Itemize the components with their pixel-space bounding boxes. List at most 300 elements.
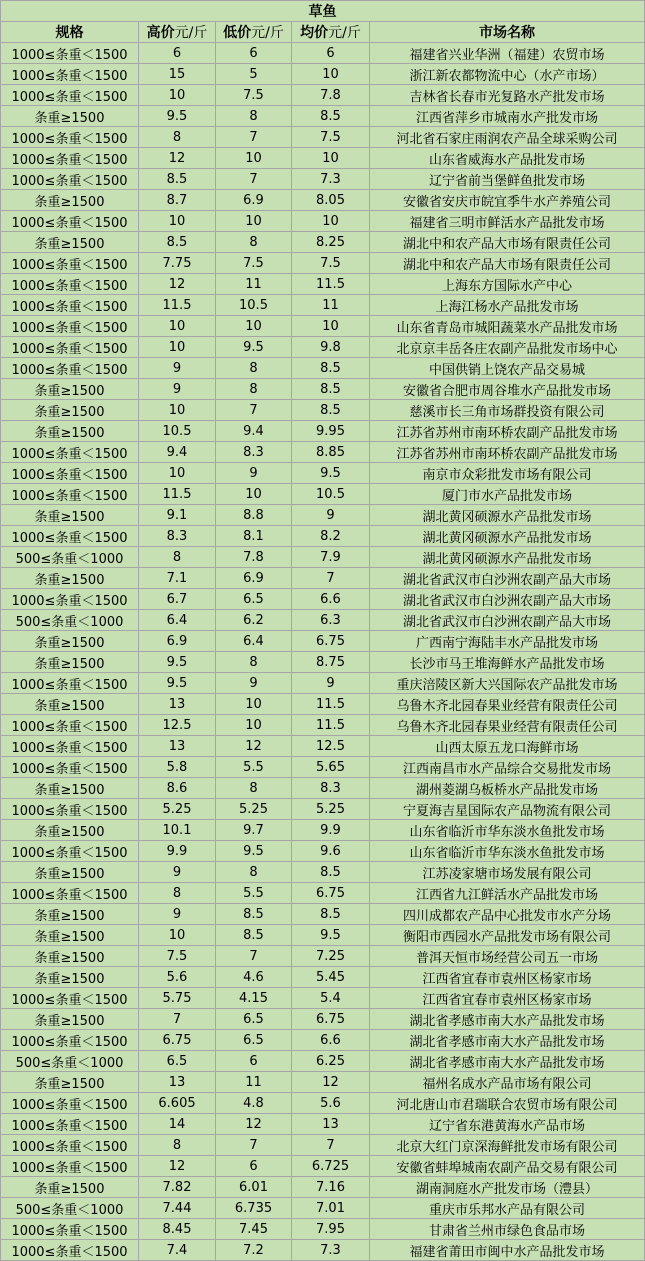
avg-price-cell: 10 <box>292 148 370 169</box>
header-high-price: 高价元/斤 <box>139 22 216 43</box>
high-price-cell: 9.1 <box>139 505 216 526</box>
avg-price-cell: 5.65 <box>292 757 370 778</box>
avg-price-cell: 5.6 <box>292 1093 370 1114</box>
avg-price-cell: 10 <box>292 316 370 337</box>
market-name-cell: 乌鲁木齐北园春果业经营有限责任公司 <box>370 694 645 715</box>
avg-price-cell: 6.3 <box>292 610 370 631</box>
high-price-cell: 8.7 <box>139 190 216 211</box>
avg-price-cell: 8.5 <box>292 400 370 421</box>
high-price-cell: 10 <box>139 316 216 337</box>
avg-price-cell: 8.75 <box>292 652 370 673</box>
market-name-cell: 湖州菱湖乌板桥水产品批发市场 <box>370 778 645 799</box>
high-price-cell: 7.75 <box>139 253 216 274</box>
table-row <box>1 988 645 1009</box>
low-price-cell: 7 <box>216 946 292 967</box>
table-row <box>1 232 645 253</box>
market-name-cell: 山东省临沂市华东淡水鱼批发市场 <box>370 820 645 841</box>
spec-cell: 1000≤条重＜1500 <box>1 1135 139 1156</box>
low-price-cell: 5 <box>216 64 292 85</box>
table-row <box>1 421 645 442</box>
low-price-cell: 8 <box>216 358 292 379</box>
table-row <box>1 652 645 673</box>
spec-cell: 条重≥1500 <box>1 652 139 673</box>
low-price-cell: 8 <box>216 652 292 673</box>
spec-cell: 1000≤条重＜1500 <box>1 988 139 1009</box>
table-row <box>1 295 645 316</box>
low-price-cell: 7.45 <box>216 1219 292 1240</box>
low-price-cell: 6.2 <box>216 610 292 631</box>
avg-price-cell: 9.5 <box>292 463 370 484</box>
table-row <box>1 841 645 862</box>
low-price-cell: 6.9 <box>216 190 292 211</box>
high-price-cell: 9.4 <box>139 442 216 463</box>
spec-cell: 1000≤条重＜1500 <box>1 358 139 379</box>
high-price-cell: 7.44 <box>139 1198 216 1219</box>
market-name-cell: 慈溪市长三角市场群投资有限公司 <box>370 400 645 421</box>
spec-cell: 1000≤条重＜1500 <box>1 757 139 778</box>
high-price-cell: 9 <box>139 379 216 400</box>
avg-price-cell: 8.5 <box>292 106 370 127</box>
spec-cell: 1000≤条重＜1500 <box>1 1219 139 1240</box>
table-row <box>1 505 645 526</box>
spec-cell: 500≤条重＜1000 <box>1 1198 139 1219</box>
avg-price-cell: 7.25 <box>292 946 370 967</box>
spec-cell: 1000≤条重＜1500 <box>1 442 139 463</box>
spec-cell: 1000≤条重＜1500 <box>1 169 139 190</box>
market-name-cell: 浙江新农都物流中心（水产市场） <box>370 64 645 85</box>
high-price-cell: 8 <box>139 127 216 148</box>
spec-cell: 1000≤条重＜1500 <box>1 841 139 862</box>
market-name-cell: 福建省兴业华洲（福建）农贸市场 <box>370 43 645 64</box>
avg-price-cell: 8.25 <box>292 232 370 253</box>
spec-cell: 条重≥1500 <box>1 106 139 127</box>
high-price-cell: 8.5 <box>139 232 216 253</box>
market-name-cell: 福州名成水产品市场有限公司 <box>370 1072 645 1093</box>
market-name-cell: 江西省九江鲜活水产品批发市场 <box>370 883 645 904</box>
table-row <box>1 778 645 799</box>
header-low-price: 低价元/斤 <box>216 22 292 43</box>
table-row <box>1 1030 645 1051</box>
low-price-cell: 10 <box>216 316 292 337</box>
spec-cell: 条重≥1500 <box>1 379 139 400</box>
spec-cell: 1000≤条重＜1500 <box>1 1114 139 1135</box>
spec-cell: 条重≥1500 <box>1 1072 139 1093</box>
header-market-name: 市场名称 <box>370 22 645 43</box>
market-name-cell: 湖北中和农产品大市场有限责任公司 <box>370 253 645 274</box>
table-body <box>1 43 645 1261</box>
table-row <box>1 1219 645 1240</box>
high-price-cell: 5.75 <box>139 988 216 1009</box>
low-price-cell: 8.8 <box>216 505 292 526</box>
spec-cell: 1000≤条重＜1500 <box>1 1093 139 1114</box>
high-price-cell: 6 <box>139 43 216 64</box>
avg-price-cell: 7.16 <box>292 1177 370 1198</box>
low-price-cell: 11 <box>216 274 292 295</box>
spec-cell: 1000≤条重＜1500 <box>1 736 139 757</box>
low-price-cell: 7.5 <box>216 85 292 106</box>
market-name-cell: 四川成都农产品中心批发市水产分场 <box>370 904 645 925</box>
low-price-cell: 6.5 <box>216 589 292 610</box>
market-name-cell: 安徽省安庆市皖宜季牛水产养殖公司 <box>370 190 645 211</box>
spec-cell: 1000≤条重＜1500 <box>1 526 139 547</box>
high-price-cell: 10 <box>139 400 216 421</box>
low-price-cell: 10 <box>216 484 292 505</box>
low-price-cell: 7 <box>216 127 292 148</box>
avg-price-cell: 11.5 <box>292 715 370 736</box>
spec-cell: 1000≤条重＜1500 <box>1 673 139 694</box>
high-price-cell: 9.5 <box>139 652 216 673</box>
table-row <box>1 253 645 274</box>
low-price-cell: 6.4 <box>216 631 292 652</box>
avg-price-cell: 9.6 <box>292 841 370 862</box>
low-price-cell: 6.9 <box>216 568 292 589</box>
spec-cell: 条重≥1500 <box>1 946 139 967</box>
avg-price-cell: 7.3 <box>292 1240 370 1261</box>
high-price-cell: 9.9 <box>139 841 216 862</box>
spec-cell: 1000≤条重＜1500 <box>1 1030 139 1051</box>
table-row <box>1 946 645 967</box>
high-price-cell: 5.8 <box>139 757 216 778</box>
market-name-cell: 厦门市水产品批发市场 <box>370 484 645 505</box>
low-price-cell: 12 <box>216 736 292 757</box>
avg-price-cell: 7.5 <box>292 253 370 274</box>
table-row <box>1 1156 645 1177</box>
high-price-cell: 14 <box>139 1114 216 1135</box>
table-row <box>1 337 645 358</box>
spec-cell: 1000≤条重＜1500 <box>1 1156 139 1177</box>
high-price-cell: 6.7 <box>139 589 216 610</box>
high-price-cell: 10.1 <box>139 820 216 841</box>
avg-price-cell: 6.75 <box>292 1009 370 1030</box>
market-name-cell: 湖北省武汉市白沙洲农副产品大市场 <box>370 610 645 631</box>
table-row <box>1 274 645 295</box>
low-price-cell: 8 <box>216 862 292 883</box>
market-name-cell: 福建省莆田市闽中水产品批发市场 <box>370 1240 645 1261</box>
spec-cell: 1000≤条重＜1500 <box>1 127 139 148</box>
high-price-cell: 9 <box>139 904 216 925</box>
avg-price-cell: 6.75 <box>292 883 370 904</box>
avg-price-cell: 9.95 <box>292 421 370 442</box>
low-price-cell: 9.5 <box>216 337 292 358</box>
high-price-cell: 7.5 <box>139 946 216 967</box>
table-row <box>1 106 645 127</box>
low-price-cell: 7.8 <box>216 547 292 568</box>
avg-price-cell: 10 <box>292 211 370 232</box>
avg-price-cell: 12 <box>292 1072 370 1093</box>
market-name-cell: 辽宁省东港黄海水产品市场 <box>370 1114 645 1135</box>
high-price-cell: 6.75 <box>139 1030 216 1051</box>
table-row <box>1 148 645 169</box>
avg-price-cell: 8.5 <box>292 904 370 925</box>
low-price-cell: 10 <box>216 148 292 169</box>
table-row <box>1 127 645 148</box>
avg-price-cell: 12.5 <box>292 736 370 757</box>
table-row <box>1 568 645 589</box>
high-price-cell: 8.6 <box>139 778 216 799</box>
low-price-cell: 8.3 <box>216 442 292 463</box>
high-price-cell: 6.5 <box>139 1051 216 1072</box>
high-price-cell: 10 <box>139 337 216 358</box>
table-row <box>1 925 645 946</box>
high-price-cell: 13 <box>139 1072 216 1093</box>
high-price-cell: 6.9 <box>139 631 216 652</box>
market-name-cell: 辽宁省前当堡鲜鱼批发市场 <box>370 169 645 190</box>
avg-price-cell: 6.25 <box>292 1051 370 1072</box>
low-price-cell: 6.735 <box>216 1198 292 1219</box>
market-name-cell: 湖北省孝感市南大水产品批发市场 <box>370 1051 645 1072</box>
low-price-cell: 9 <box>216 673 292 694</box>
low-price-cell: 8 <box>216 379 292 400</box>
market-name-cell: 安徽省蚌埠城南农副产品交易有限公司 <box>370 1156 645 1177</box>
table-row <box>1 400 645 421</box>
high-price-cell: 5.6 <box>139 967 216 988</box>
low-price-cell: 4.8 <box>216 1093 292 1114</box>
table-row <box>1 883 645 904</box>
low-price-cell: 11 <box>216 1072 292 1093</box>
market-name-cell: 河北省石家庄雨润农产品全球采购公司 <box>370 127 645 148</box>
spec-cell: 1000≤条重＜1500 <box>1 589 139 610</box>
market-name-cell: 江西省宜春市袁州区杨家市场 <box>370 967 645 988</box>
spec-cell: 500≤条重＜1000 <box>1 610 139 631</box>
table-row <box>1 1240 645 1261</box>
market-name-cell: 重庆市乐邦水产品有限公司 <box>370 1198 645 1219</box>
high-price-cell: 6.4 <box>139 610 216 631</box>
high-price-cell: 9 <box>139 358 216 379</box>
market-name-cell: 普洱天恒市场经营公司五一市场 <box>370 946 645 967</box>
spec-cell: 条重≥1500 <box>1 904 139 925</box>
low-price-cell: 12 <box>216 1114 292 1135</box>
high-price-cell: 8 <box>139 1135 216 1156</box>
low-price-cell: 6 <box>216 43 292 64</box>
market-name-cell: 江西南昌市水产品综合交易批发市场 <box>370 757 645 778</box>
table-row <box>1 757 645 778</box>
table-row <box>1 442 645 463</box>
spec-cell: 1000≤条重＜1500 <box>1 274 139 295</box>
low-price-cell: 6 <box>216 1051 292 1072</box>
market-name-cell: 山东省威海水产品批发市场 <box>370 148 645 169</box>
table-row <box>1 904 645 925</box>
market-name-cell: 南京市众彩批发市场有限公司 <box>370 463 645 484</box>
spec-cell: 1000≤条重＜1500 <box>1 43 139 64</box>
spec-cell: 1000≤条重＜1500 <box>1 1240 139 1261</box>
market-name-cell: 甘肃省兰州市绿色食品市场 <box>370 1219 645 1240</box>
avg-price-cell: 8.5 <box>292 379 370 400</box>
table-row <box>1 1114 645 1135</box>
table-row <box>1 463 645 484</box>
table-row <box>1 715 645 736</box>
low-price-cell: 7 <box>216 1135 292 1156</box>
table-row <box>1 169 645 190</box>
table-row <box>1 547 645 568</box>
high-price-cell: 8.45 <box>139 1219 216 1240</box>
high-price-cell: 8 <box>139 547 216 568</box>
avg-price-cell: 6.6 <box>292 589 370 610</box>
low-price-cell: 8 <box>216 106 292 127</box>
spec-cell: 条重≥1500 <box>1 694 139 715</box>
table-row <box>1 379 645 400</box>
table-row <box>1 526 645 547</box>
avg-price-cell: 7 <box>292 1135 370 1156</box>
high-price-cell: 8.5 <box>139 169 216 190</box>
table-row <box>1 610 645 631</box>
low-price-cell: 9.5 <box>216 841 292 862</box>
spec-cell: 条重≥1500 <box>1 568 139 589</box>
spec-cell: 1000≤条重＜1500 <box>1 211 139 232</box>
high-price-cell: 11.5 <box>139 484 216 505</box>
market-name-cell: 福建省三明市鲜活水产品批发市场 <box>370 211 645 232</box>
spec-cell: 1000≤条重＜1500 <box>1 715 139 736</box>
market-name-cell: 中国供销上饶农产品交易城 <box>370 358 645 379</box>
avg-price-cell: 9.8 <box>292 337 370 358</box>
low-price-cell: 8.5 <box>216 925 292 946</box>
spec-cell: 条重≥1500 <box>1 1177 139 1198</box>
table-title: 草鱼 <box>1 1 645 22</box>
low-price-cell: 8.1 <box>216 526 292 547</box>
table-row <box>1 631 645 652</box>
spec-cell: 1000≤条重＜1500 <box>1 253 139 274</box>
high-price-cell: 12 <box>139 148 216 169</box>
spec-cell: 条重≥1500 <box>1 232 139 253</box>
table-row <box>1 694 645 715</box>
table-row <box>1 1051 645 1072</box>
low-price-cell: 6 <box>216 1156 292 1177</box>
market-name-cell: 湖北黄冈硕源水产品批发市场 <box>370 505 645 526</box>
market-name-cell: 江苏凌家塘市场发展有限公司 <box>370 862 645 883</box>
market-name-cell: 河北唐山市君瑞联合农贸市场有限公司 <box>370 1093 645 1114</box>
header-row <box>1 22 645 43</box>
avg-price-cell: 5.4 <box>292 988 370 1009</box>
low-price-cell: 6.01 <box>216 1177 292 1198</box>
spec-cell: 条重≥1500 <box>1 820 139 841</box>
market-name-cell: 北京大红门京深海鲜批发市场有限公司 <box>370 1135 645 1156</box>
spec-cell: 条重≥1500 <box>1 862 139 883</box>
market-name-cell: 安徽省合肥市周谷堆水产品批发市场 <box>370 379 645 400</box>
market-name-cell: 山东省临沂市华东淡水鱼批发市场 <box>370 841 645 862</box>
spec-cell: 1000≤条重＜1500 <box>1 316 139 337</box>
table-row <box>1 85 645 106</box>
high-price-cell: 10 <box>139 925 216 946</box>
spec-cell: 条重≥1500 <box>1 631 139 652</box>
avg-price-cell: 8.3 <box>292 778 370 799</box>
high-price-cell: 10 <box>139 85 216 106</box>
table-row <box>1 1072 645 1093</box>
avg-price-cell: 7 <box>292 568 370 589</box>
table-row <box>1 736 645 757</box>
market-name-cell: 江苏省苏州市南环桥农副产品批发市场 <box>370 421 645 442</box>
market-name-cell: 上海江杨水产品批发市场 <box>370 295 645 316</box>
avg-price-cell: 5.45 <box>292 967 370 988</box>
spec-cell: 1000≤条重＜1500 <box>1 295 139 316</box>
high-price-cell: 9.5 <box>139 106 216 127</box>
header-spec: 规格 <box>1 22 139 43</box>
spec-cell: 条重≥1500 <box>1 505 139 526</box>
market-name-cell: 吉林省长春市光复路水产批发市场 <box>370 85 645 106</box>
high-price-cell: 5.25 <box>139 799 216 820</box>
spec-cell: 条重≥1500 <box>1 778 139 799</box>
table-row <box>1 211 645 232</box>
high-price-cell: 13 <box>139 694 216 715</box>
avg-price-cell: 8.2 <box>292 526 370 547</box>
low-price-cell: 4.15 <box>216 988 292 1009</box>
table-row <box>1 1135 645 1156</box>
low-price-cell: 7.2 <box>216 1240 292 1261</box>
market-name-cell: 乌鲁木齐北园春果业经营有限责任公司 <box>370 715 645 736</box>
table-row <box>1 799 645 820</box>
high-price-cell: 7.4 <box>139 1240 216 1261</box>
avg-price-cell: 9 <box>292 505 370 526</box>
high-price-cell: 10.5 <box>139 421 216 442</box>
table-row <box>1 1198 645 1219</box>
market-name-cell: 江苏省苏州市南环桥农副产品批发市场 <box>370 442 645 463</box>
avg-price-cell: 8.5 <box>292 358 370 379</box>
low-price-cell: 9 <box>216 463 292 484</box>
market-name-cell: 山东省青岛市城阳蔬菜水产品批发市场 <box>370 316 645 337</box>
high-price-cell: 10 <box>139 211 216 232</box>
spec-cell: 条重≥1500 <box>1 1009 139 1030</box>
market-name-cell: 湖北黄冈硕源水产品批发市场 <box>370 526 645 547</box>
low-price-cell: 8 <box>216 232 292 253</box>
market-name-cell: 宁夏海吉星国际农产品物流有限公司 <box>370 799 645 820</box>
market-name-cell: 上海东方国际水产中心 <box>370 274 645 295</box>
high-price-cell: 8 <box>139 883 216 904</box>
high-price-cell: 9.5 <box>139 673 216 694</box>
high-price-cell: 13 <box>139 736 216 757</box>
market-name-cell: 湖北省武汉市白沙洲农副产品大市场 <box>370 568 645 589</box>
low-price-cell: 7 <box>216 400 292 421</box>
avg-price-cell: 7.5 <box>292 127 370 148</box>
table-row <box>1 1093 645 1114</box>
market-name-cell: 湖北省武汉市白沙洲农副产品大市场 <box>370 589 645 610</box>
low-price-cell: 5.5 <box>216 883 292 904</box>
avg-price-cell: 6.725 <box>292 1156 370 1177</box>
spec-cell: 500≤条重＜1000 <box>1 547 139 568</box>
avg-price-cell: 7.01 <box>292 1198 370 1219</box>
market-name-cell: 湖南洞庭水产批发市场（澧县） <box>370 1177 645 1198</box>
spec-cell: 条重≥1500 <box>1 190 139 211</box>
low-price-cell: 4.6 <box>216 967 292 988</box>
table-row <box>1 43 645 64</box>
high-price-cell: 11.5 <box>139 295 216 316</box>
low-price-cell: 7.5 <box>216 253 292 274</box>
spec-cell: 1000≤条重＜1500 <box>1 883 139 904</box>
table-row <box>1 820 645 841</box>
low-price-cell: 5.25 <box>216 799 292 820</box>
market-name-cell: 广西南宁海陆丰水产品批发市场 <box>370 631 645 652</box>
avg-price-cell: 7.8 <box>292 85 370 106</box>
table-row <box>1 316 645 337</box>
avg-price-cell: 6.75 <box>292 631 370 652</box>
avg-price-cell: 10.5 <box>292 484 370 505</box>
low-price-cell: 10 <box>216 715 292 736</box>
high-price-cell: 10 <box>139 463 216 484</box>
low-price-cell: 9.4 <box>216 421 292 442</box>
market-name-cell: 湖北省孝感市南大水产品批发市场 <box>370 1030 645 1051</box>
low-price-cell: 6.5 <box>216 1030 292 1051</box>
market-name-cell: 北京京丰岳各庄农副产品批发市场中心 <box>370 337 645 358</box>
high-price-cell: 12 <box>139 1156 216 1177</box>
avg-price-cell: 7.9 <box>292 547 370 568</box>
low-price-cell: 8 <box>216 778 292 799</box>
low-price-cell: 8.5 <box>216 904 292 925</box>
table-row <box>1 967 645 988</box>
high-price-cell: 12.5 <box>139 715 216 736</box>
avg-price-cell: 8.05 <box>292 190 370 211</box>
market-name-cell: 山西太原五龙口海鲜市场 <box>370 736 645 757</box>
avg-price-cell: 11.5 <box>292 274 370 295</box>
avg-price-cell: 9 <box>292 673 370 694</box>
table-row <box>1 190 645 211</box>
low-price-cell: 10 <box>216 694 292 715</box>
